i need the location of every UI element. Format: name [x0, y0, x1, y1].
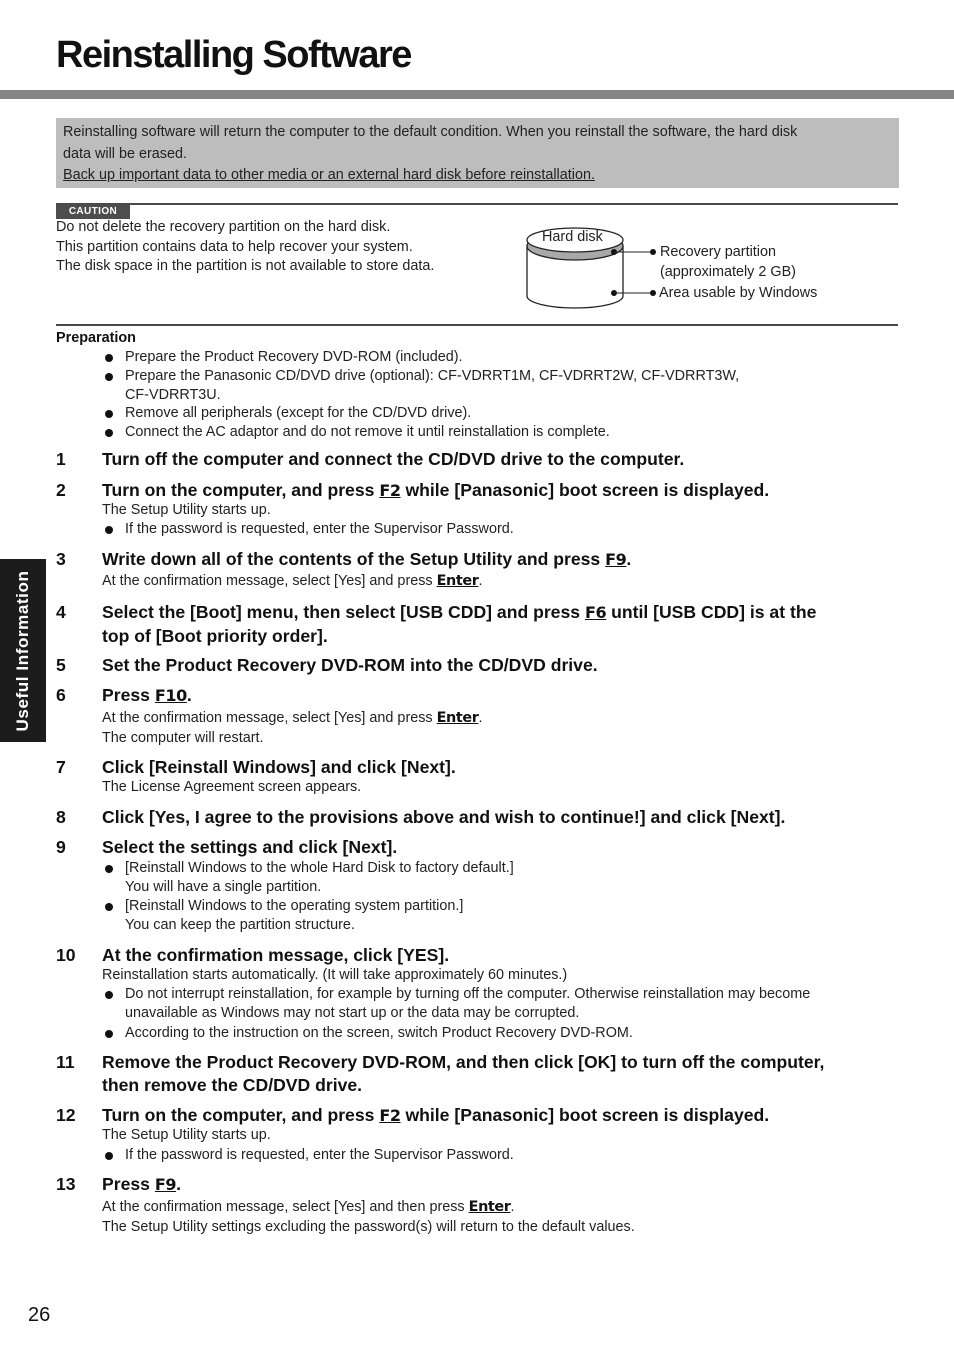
step-11 — [56, 1051, 824, 1096]
step-10-note: Reinstallation starts automatically. (It will take approximately 60 minutes.) — [102, 967, 568, 983]
step-5 — [56, 654, 598, 677]
step-text: At the confirmation message, click [YES]. — [102, 945, 450, 965]
caution-text — [56, 218, 434, 277]
step-text: Click [Yes, I agree to the provisions above and wish to continue!] and click [Next]. — [102, 807, 786, 827]
notice-line-1: Reinstalling software will return the computer to the default condition. When you reinstall the software, the hard disk — [63, 124, 798, 140]
step-number: 1 — [56, 449, 66, 469]
bullet-icon — [105, 526, 113, 534]
bullet-icon — [105, 865, 113, 873]
caution-line: This partition contains data to help recover your system. — [56, 238, 413, 255]
step-text: Click [Reinstall Windows] and click [Next]. — [102, 757, 456, 777]
step-text: Press F10. — [102, 684, 192, 708]
hard-disk-label: Hard disk — [542, 229, 603, 245]
side-tab-label: Useful Information — [13, 570, 32, 732]
list-item: According to the instruction on the screen, switch Product Recovery DVD-ROM. — [102, 1024, 633, 1043]
caution-top-rule — [56, 203, 898, 205]
step-13-note-2: The Setup Utility settings excluding the password(s) will return to the default values. — [102, 1219, 635, 1235]
step-text: Turn on the computer, and press F2 while [Panasonic] boot screen is displayed. — [102, 479, 769, 503]
step-10 — [56, 944, 449, 967]
f9-key: F9 — [154, 1175, 177, 1194]
side-section-tab — [0, 559, 46, 742]
step-13 — [56, 1173, 181, 1197]
usable-label-dot — [650, 290, 656, 296]
step-text: Press F9. — [102, 1173, 181, 1197]
step-2-note: The Setup Utility starts up. — [102, 502, 271, 518]
step-number: 4 — [56, 602, 66, 622]
notice-line-3: Back up important data to other media or an external hard disk before reinstallation. — [63, 167, 595, 183]
step-12-note: The Setup Utility starts up. — [102, 1127, 271, 1143]
f10-key: F10 — [154, 686, 187, 705]
caution-line: The disk space in the partition is not available to store data. — [56, 258, 435, 274]
step-number: 2 — [56, 480, 66, 500]
bullet-icon — [105, 1152, 113, 1160]
step-12 — [56, 1104, 769, 1128]
list-item: Prepare the Panasonic CD/DVD drive (optional): CF-VDRRT1M, CF-VDRRT2W, CF-VDRRT3W, CF-VDRRT3U. — [102, 367, 739, 405]
step-number: 9 — [56, 837, 66, 857]
step-3 — [56, 548, 631, 572]
f2-key: F2 — [379, 481, 401, 500]
list-item: If the password is requested, enter the Supervisor Password. — [102, 520, 514, 539]
step-7-note: The License Agreement screen appears. — [102, 779, 362, 795]
step-number: 13 — [56, 1174, 76, 1194]
step-number: 6 — [56, 685, 66, 705]
recovery-label-dot — [650, 249, 656, 255]
step-text: Remove the Product Recovery DVD-ROM, and then click [OK] to turn off the computer, then remove the CD/DVD drive. — [102, 1052, 825, 1095]
list-item: [Reinstall Windows to the operating system partition.] You can keep the partition structure. — [102, 897, 463, 935]
step-text: Set the Product Recovery DVD-ROM into the CD/DVD drive. — [102, 655, 598, 675]
f9-key: F9 — [605, 550, 627, 569]
list-item: Remove all peripherals (except for the CD/DVD drive). — [102, 404, 471, 423]
step-text: Select the settings and click [Next]. — [102, 837, 398, 857]
step-8 — [56, 806, 785, 829]
step-1 — [56, 448, 684, 471]
step-2 — [56, 479, 769, 503]
step-7 — [56, 756, 456, 779]
enter-key: Enter — [436, 710, 479, 726]
page-number: 26 — [28, 1304, 51, 1326]
bullet-icon — [105, 903, 113, 911]
f6-key: F6 — [584, 603, 607, 622]
usable-area-label: Area usable by Windows — [659, 285, 818, 301]
caution-line: Do not delete the recovery partition on the hard disk. — [56, 219, 391, 235]
bullet-icon — [105, 991, 113, 999]
list-item: [Reinstall Windows to the whole Hard Disk to factory default.] You will have a single partition. — [102, 859, 514, 897]
step-text: Turn off the computer and connect the CD/DVD drive to the computer. — [102, 449, 685, 469]
step-text: Select the [Boot] menu, then select [USB CDD] and press F6 until [USB CDD] is at the top of [Boot priority order]. — [102, 602, 817, 646]
f2-key: F2 — [379, 1106, 401, 1125]
caution-tag: CAUTION — [56, 205, 130, 219]
step-number: 10 — [56, 945, 76, 965]
enter-key: Enter — [468, 1199, 511, 1215]
recovery-partition-label — [660, 243, 796, 282]
step-6-note: At the confirmation message, select [Yes] and press Enter. — [102, 709, 482, 729]
step-text: Write down all of the contents of the Setup Utility and press F9. — [102, 548, 631, 572]
title-underline-bar — [0, 90, 954, 99]
bullet-icon — [105, 410, 113, 418]
recovery-label-line-2: (approximately 2 GB) — [660, 263, 796, 280]
caution-bottom-rule — [56, 324, 898, 326]
step-6-note-2: The computer will restart. — [102, 730, 264, 746]
step-4 — [56, 601, 816, 647]
step-9 — [56, 836, 397, 859]
page-title: Reinstalling Software — [56, 34, 411, 76]
preparation-heading: Preparation — [56, 330, 136, 346]
list-item: Do not interrupt reinstallation, for example by turning off the computer. Otherwise reinstallation may become unavailable as Windows may not start up or the data may be corrupted. — [102, 985, 810, 1023]
step-13-note: At the confirmation message, select [Yes] and then press Enter. — [102, 1198, 514, 1218]
step-number: 3 — [56, 549, 66, 569]
bullet-icon — [105, 354, 113, 362]
enter-key: Enter — [436, 573, 479, 589]
list-item: If the password is requested, enter the Supervisor Password. — [102, 1146, 514, 1165]
notice-line-2: data will be erased. — [63, 145, 187, 162]
step-number: 7 — [56, 757, 66, 777]
list-item: Connect the AC adaptor and do not remove it until reinstallation is complete. — [102, 423, 610, 442]
step-number: 11 — [56, 1052, 75, 1072]
step-3-note: At the confirmation message, select [Yes] and press Enter. — [102, 572, 482, 592]
step-6 — [56, 684, 192, 708]
step-number: 12 — [56, 1105, 76, 1125]
step-text: Turn on the computer, and press F2 while [Panasonic] boot screen is displayed. — [102, 1104, 769, 1128]
recovery-label-line-1: Recovery partition — [660, 244, 776, 260]
notice-box — [56, 118, 899, 188]
bullet-icon — [105, 429, 113, 437]
bullet-icon — [105, 373, 113, 381]
step-number: 5 — [56, 655, 66, 675]
list-item: Prepare the Product Recovery DVD-ROM (included). — [102, 348, 463, 367]
step-number: 8 — [56, 807, 66, 827]
bullet-icon — [105, 1030, 113, 1038]
